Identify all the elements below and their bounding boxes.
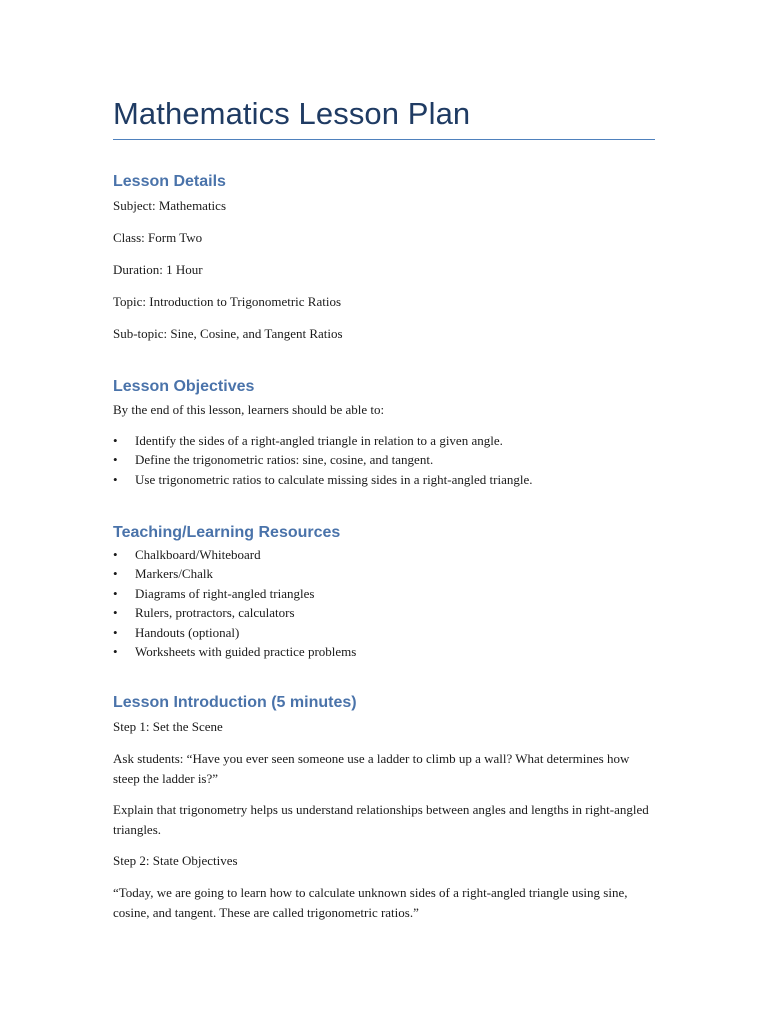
bullet-icon: • bbox=[113, 452, 118, 468]
detail-class: Class: Form Two bbox=[113, 230, 203, 245]
bullet-icon: • bbox=[113, 585, 118, 601]
objectives-intro: By the end of this lesson, learners should be able to: bbox=[113, 402, 385, 417]
list-item bbox=[113, 584, 655, 603]
list-item bbox=[113, 603, 655, 622]
detail-subject: Subject: Mathematics bbox=[113, 198, 227, 213]
list-item-text: Identify the sides of a right-angled triangle in relation to a given angle. bbox=[135, 433, 503, 448]
resources-list bbox=[113, 545, 655, 661]
intro-paragraph-3: “Today, we are going to learn how to calculate unknown sides of a right-angled triangle using sine, cosine, and tangent. These are called trigonometric ratios.” bbox=[113, 885, 628, 920]
bullet-icon: • bbox=[113, 547, 118, 562]
lesson-introduction-heading: Lesson Introduction (5 minutes) bbox=[113, 694, 357, 711]
list-item bbox=[113, 431, 655, 450]
intro-step-2: Step 2: State Objectives bbox=[113, 853, 238, 868]
bullet-icon: • bbox=[113, 471, 118, 487]
list-item bbox=[113, 564, 655, 583]
title-divider bbox=[113, 139, 655, 140]
intro-step-1: Step 1: Set the Scene bbox=[113, 719, 223, 734]
bullet-icon: • bbox=[113, 566, 118, 582]
list-item-text: Chalkboard/Whiteboard bbox=[135, 547, 261, 562]
list-item bbox=[113, 545, 655, 564]
bullet-icon: • bbox=[113, 433, 118, 448]
list-item bbox=[113, 450, 655, 469]
bullet-icon: • bbox=[113, 605, 118, 621]
resources-heading: Teaching/Learning Resources bbox=[113, 524, 341, 541]
list-item-text: Define the trigonometric ratios: sine, cosine, and tangent. bbox=[135, 452, 434, 468]
page-title: Mathematics Lesson Plan bbox=[113, 96, 471, 131]
detail-duration: Duration: 1 Hour bbox=[113, 262, 203, 277]
intro-paragraph-1: Ask students: “Have you ever seen someone use a ladder to climb up a wall? What determines how steep the ladder is?” bbox=[113, 751, 630, 786]
detail-subtopic: Sub-topic: Sine, Cosine, and Tangent Ratios bbox=[113, 326, 343, 341]
list-item-text: Handouts (optional) bbox=[135, 624, 240, 640]
detail-topic: Topic: Introduction to Trigonometric Ratios bbox=[113, 294, 342, 309]
list-item-text: Worksheets with guided practice problems bbox=[135, 644, 357, 660]
lesson-objectives-heading: Lesson Objectives bbox=[113, 378, 255, 395]
list-item bbox=[113, 623, 655, 642]
objectives-list bbox=[113, 431, 655, 489]
bullet-icon: • bbox=[113, 644, 118, 660]
lesson-details-heading: Lesson Details bbox=[113, 173, 226, 190]
list-item-text: Markers/Chalk bbox=[135, 566, 213, 582]
list-item-text: Use trigonometric ratios to calculate missing sides in a right-angled triangle. bbox=[135, 471, 533, 487]
list-item bbox=[113, 470, 655, 489]
list-item bbox=[113, 642, 655, 661]
bullet-icon: • bbox=[113, 624, 118, 640]
list-item-text: Diagrams of right-angled triangles bbox=[135, 585, 315, 601]
intro-paragraph-2: Explain that trigonometry helps us understand relationships between angles and lengths in right-angled triangles. bbox=[113, 802, 649, 837]
list-item-text: Rulers, protractors, calculators bbox=[135, 605, 295, 621]
